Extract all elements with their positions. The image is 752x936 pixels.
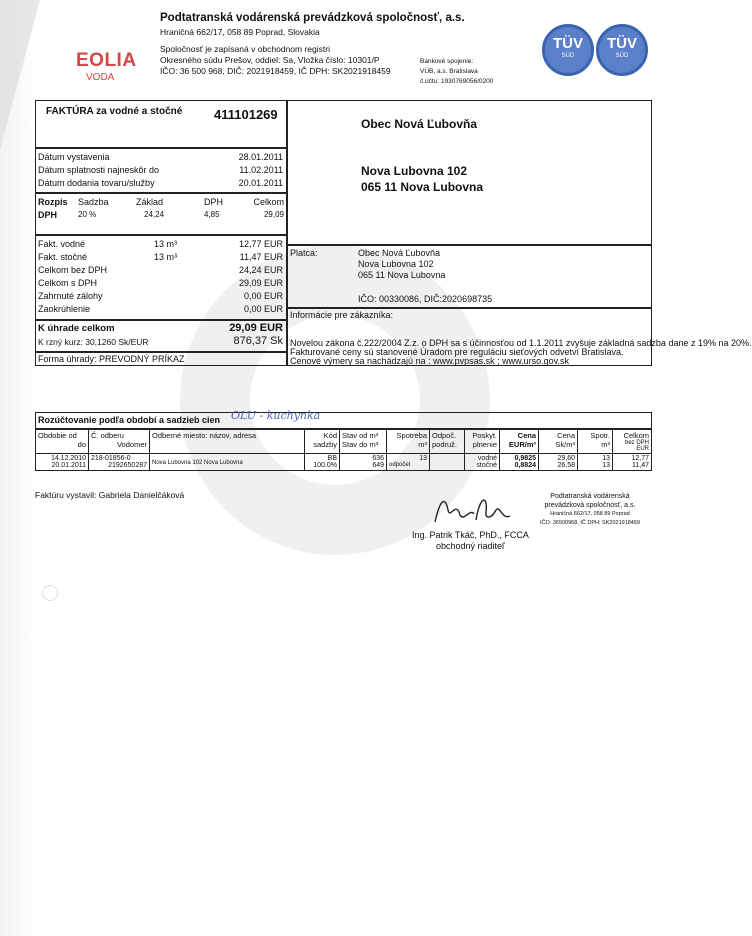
cell-plnenie-1: vodné: [477, 455, 497, 462]
cell-miesto: [150, 454, 305, 471]
cell-plnenie: [465, 454, 500, 471]
item-label: Zahrnuté zálohy: [38, 291, 103, 301]
invoice-title: FAKTÚRA za vodné a stočné: [46, 106, 183, 117]
item-value: 12,77 EUR: [238, 239, 283, 249]
cell-plnenie-2: stočné: [476, 462, 497, 469]
col-celkom-h2: bez DPH EUR: [624, 440, 649, 452]
date-delivery-value: 20.01.2011: [238, 178, 283, 188]
breakdown-title: Rozúčtovanie podľa období a sadzieb cien: [38, 415, 220, 425]
cell-spotreba-val: 13: [419, 455, 427, 462]
cell-celkom-2: 11,47: [632, 462, 649, 469]
date-due-label: Dátum splatnosti najneskôr do: [38, 165, 160, 175]
col-cena-eur: [500, 430, 539, 454]
col-plnenie-h2: plnenie: [472, 440, 497, 449]
col-stav-h1: Stav od m³: [342, 431, 379, 440]
invoice-number: 411101269: [214, 107, 278, 122]
col-odpocet-h1: Odpoč.: [432, 431, 457, 440]
col-plnenie: [465, 430, 500, 454]
info-line-2: Fakturované ceny sú stanovené Úradom pre reguláciu sieťových odvetví Bratislava.: [290, 347, 624, 357]
recipient-name: Obec Nová Ľubovňa: [361, 117, 478, 131]
total-value: 29,09 EUR: [229, 322, 283, 334]
info-line-3: Cenové výmery sa nachádzajú na : www.pvpsas.sk ; www.urso.gov.sk: [290, 356, 569, 366]
total-box: [35, 320, 287, 352]
date-issued-label: Dátum vystavenia: [38, 152, 110, 162]
handwritten-note: OLU - kuchynka: [231, 409, 321, 422]
tuv-badge-1-sub: SÜD: [561, 53, 575, 59]
cell-spotr-1: 13: [602, 455, 610, 462]
company-address: Hraničná 662/17, 058 89 Poprad, Slovakia: [160, 27, 320, 37]
col-spotreba-h2: m³: [418, 440, 427, 449]
cell-obdobie: [36, 454, 89, 471]
invoice-title-box: [35, 100, 287, 148]
col-cena-sk-h2: Sk/m³: [555, 440, 575, 449]
stamp-line-3: Hraničná 662/17, 058 89 Poprad: [550, 511, 630, 517]
cell-spotr: [578, 454, 613, 471]
vat-row-celkom: 29,09: [263, 210, 284, 219]
vat-h-dph: DPH: [204, 197, 224, 207]
col-obdobie-h2: do: [77, 440, 86, 449]
col-odber-h2: Vodomer: [116, 440, 147, 449]
item-value: 0,00 EUR: [243, 304, 283, 314]
cell-odpoc: [430, 454, 465, 471]
payment-box: [35, 352, 287, 366]
cell-cena-sk-2: 26,58: [557, 462, 575, 469]
col-odber-h1: Č. odberu: [91, 431, 124, 440]
col-stav: [340, 430, 387, 454]
cell-celkom: [613, 454, 652, 471]
punch-hole: [42, 585, 58, 601]
item-label: Celkom s DPH: [38, 278, 98, 288]
vat-h-zaklad: Základ: [136, 197, 164, 207]
item-label: Zaokrúhlenie: [38, 304, 91, 314]
payer-address-1: Nova Lubovna 102: [358, 259, 434, 269]
cell-cena-eur-2: 0,8824: [514, 462, 536, 469]
col-odber: [89, 430, 150, 454]
item-value: 24,24 EUR: [238, 265, 283, 275]
recipient-address-1: Nova Lubovna 102: [361, 164, 468, 178]
issuer: Faktúru vystavil: Gabriela Danielčáková: [35, 490, 185, 500]
date-due-value: 11.02.2011: [239, 165, 283, 175]
tuv-badge-2-sub: SÜD: [615, 53, 629, 59]
payer-label: Platca:: [290, 248, 318, 258]
item-label: Celkom bez DPH: [38, 265, 108, 275]
breakdown-title-box: [35, 409, 652, 429]
cell-do: 20.01.2011: [51, 462, 86, 469]
tuv-badge-2: [596, 24, 648, 76]
cell-stav-od: 636: [372, 455, 384, 462]
cell-miesto-text: Nova Lubovna 102 Nova Lubovna: [152, 460, 243, 466]
info-box: [287, 308, 752, 366]
date-issued-value: 28.01.2011: [238, 152, 283, 162]
total-label: K úhrade celkom: [38, 323, 115, 334]
item-value: 0,00 EUR: [243, 291, 283, 301]
breakdown-header-row: [36, 430, 652, 454]
col-celkom: [613, 430, 652, 454]
recipient-box: [287, 100, 652, 245]
company-name: Podtatranská vodárenská prevádzková spoločnosť, a.s.: [160, 12, 465, 24]
registry-line-1: Spoločnosť je zapísaná v obchodnom registri: [160, 44, 330, 54]
vat-row-dph: 4,85: [204, 210, 220, 219]
col-kod: [305, 430, 340, 454]
company-stamp: [535, 493, 645, 527]
stamp-line-1: Podtatranská vodárenská: [550, 493, 630, 500]
table-row: [36, 454, 652, 471]
dates-box: [35, 148, 287, 193]
stamp-line-2: prevádzková spoločnosť, a.s.: [544, 501, 636, 509]
items-box: [35, 235, 287, 320]
bank-account: č.účtu: 1930769056/0200: [420, 78, 494, 85]
date-delivery-label: Dátum dodania tovaru/služby: [38, 178, 155, 188]
cell-vodomer: 2192650287: [108, 462, 147, 469]
col-spotr-h1: Spotr.: [590, 431, 610, 440]
col-cena-eur-h2: EUR/m³: [508, 440, 536, 449]
item-qty: 13 m³: [154, 239, 178, 249]
col-odpocet: [430, 430, 465, 454]
col-odpocet-h2: podruž.: [432, 440, 458, 449]
vat-row-label: DPH: [38, 210, 58, 220]
tuv-badge-2-text: TÜV: [607, 35, 637, 52]
item-qty: 13 m³: [154, 252, 178, 262]
vat-row-sadzba: 20 %: [78, 210, 97, 219]
breakdown-table: [35, 429, 652, 471]
col-cena-sk: [539, 430, 578, 454]
cell-cena-eur: [500, 454, 539, 471]
cell-odber-no: 218-01856-0: [91, 455, 131, 462]
info-label: Informácie pre zákazníka:: [290, 310, 394, 320]
info-line-1: Novelou zákona č.222/2004 Z.z. o DPH sa s účinnosťou od 1.1.2011 zvyšuje základná sadzba dane z 19% na 20%.: [290, 338, 752, 348]
cell-cena-eur-1: 0,9825: [514, 455, 536, 462]
cell-kod-1: BB: [327, 455, 337, 462]
cell-stav-do: 649: [372, 462, 384, 469]
cell-od: 14.12.2010: [50, 455, 86, 462]
registry-line-2: Okresného súdu Prešov, oddiel: Sa, Vložka číslo: 10301/P: [160, 55, 380, 65]
cell-kod-2: 100.0%: [313, 462, 337, 469]
col-cena-sk-h1: Cena: [557, 431, 575, 440]
payment-method: Forma úhrady: PREVODNÝ PRÍKAZ: [38, 354, 185, 364]
col-obdobie: [36, 430, 89, 454]
vat-h-sadzba: Sadzba: [78, 197, 109, 207]
vat-row-zaklad: 24,24: [144, 210, 165, 219]
item-label: Fakt. stočné: [38, 252, 88, 262]
payer-ids: IČO: 00330086, DIČ:2020698735: [358, 294, 493, 304]
col-miesto-h1: Odberné miesto: názov, adresa: [152, 431, 257, 440]
vat-h-celkom: Celkom: [253, 197, 284, 207]
col-celkom-h1: Celkom: [623, 431, 649, 440]
cell-spotr-2: 13: [602, 462, 610, 469]
cell-stav: [340, 454, 387, 471]
rate-label: K rzný kurz: 30,1260 Sk/EUR: [38, 337, 149, 347]
cell-odber: [89, 454, 150, 471]
cell-celkom-1: 12,77: [631, 455, 649, 462]
col-miesto: [150, 430, 305, 454]
col-cena-eur-h1: Cena: [517, 431, 536, 440]
signer-title: obchodný riaditeľ: [436, 541, 505, 551]
col-spotreba: [387, 430, 430, 454]
signature: [430, 490, 520, 530]
payer-address-2: 065 11 Nova Lubovna: [358, 270, 446, 280]
cell-kod: [305, 454, 340, 471]
col-spotr: [578, 430, 613, 454]
col-spotreba-h1: Spotreba: [396, 431, 427, 440]
stamp-line-4: IČO: 36500968, IČ DPH: SK2021918459: [540, 519, 640, 526]
vat-h-rozpis: Rozpis: [38, 197, 68, 207]
rate-value: 876,37 Sk: [233, 335, 283, 347]
cell-spotreba: [387, 454, 430, 471]
col-stav-h2: Stav do m³: [342, 440, 379, 449]
col-obdobie-h1: Obdobie od: [38, 431, 77, 440]
item-label: Fakt. vodné: [38, 239, 86, 249]
tuv-badge-1: [542, 24, 594, 76]
cell-odpocet: odpočet: [389, 462, 411, 468]
company-logo-sub: VODA: [86, 72, 115, 83]
payer-box: [287, 245, 652, 308]
vat-box: [35, 193, 287, 235]
signer-name: Ing. Patrik Tkáč, PhD., FCCA: [412, 530, 529, 540]
tuv-badge-1-text: TÜV: [553, 35, 583, 52]
col-kod-h1: Kód: [323, 431, 337, 440]
col-kod-h2: sadzby: [313, 440, 337, 449]
col-plnenie-h1: Poskyt.: [472, 431, 497, 440]
payer-name: Obec Nová Ľubovňa: [358, 248, 441, 258]
company-logo: EOLIA: [76, 50, 137, 71]
cell-cena-sk: [539, 454, 578, 471]
registry-line-3: IČO: 36 500 968, DIČ: 2021918459, IČ DPH: SK2021918459: [160, 66, 391, 76]
cell-cena-sk-1: 29,60: [557, 455, 575, 462]
bank-name: VÚB, a.s. Bratislava: [420, 68, 478, 75]
folded-corner: [0, 0, 40, 150]
recipient-address-2: 065 11 Nova Lubovna: [361, 180, 484, 194]
bank-label: Bankové spojenie:: [420, 58, 474, 65]
item-value: 11,47 EUR: [239, 252, 283, 262]
item-value: 29,09 EUR: [238, 278, 283, 288]
col-spotr-h2: m³: [601, 440, 610, 449]
